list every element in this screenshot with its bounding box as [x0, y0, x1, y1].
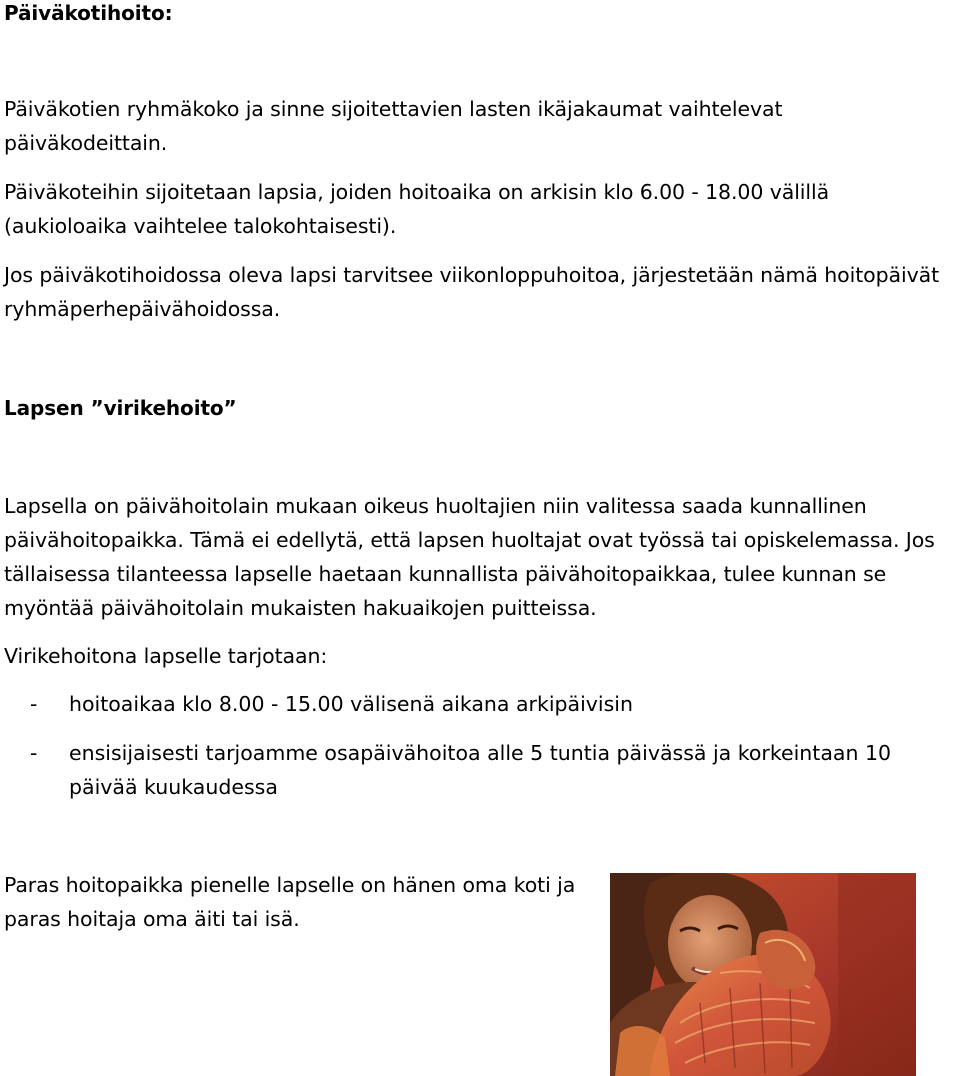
bullet-2-line2: päivää kuukaudessa — [69, 775, 278, 799]
bullet-2-line1: ensisijaisesti tarjoamme osapäivähoitoa alle 5 tuntia päivässä ja korkeintaan 10 — [69, 741, 892, 765]
stimulation-para-line2: päivähoitopaikka. Tämä ei edellytä, että lapsen huoltajat ovat työssä tai opiskelemassa. Jos — [4, 528, 935, 552]
bullet-marker: - — [30, 692, 38, 716]
closing-line2: paras hoitaja oma äiti tai isä. — [4, 907, 300, 931]
stimulation-para-line3: tällaisessa tilanteessa lapselle haetaan kunnallista päivähoitopaikkaa, tulee kunnan se — [4, 562, 887, 586]
mother-child-photo — [610, 873, 916, 1076]
daycare-para2-line1: Päiväkoteihin sijoitetaan lapsia, joiden hoitoaika on arkisin klo 6.00 - 18.00 välillä — [4, 180, 830, 204]
offer-intro: Virikehoitona lapselle tarjotaan: — [4, 644, 328, 668]
daycare-para3-line2: ryhmäperhepäivähoidossa. — [4, 297, 281, 321]
heading-daycare: Päiväkotihoito: — [4, 1, 173, 25]
heading-stimulation: Lapsen ”virikehoito” — [4, 396, 237, 420]
daycare-para1-line1: Päiväkotien ryhmäkoko ja sinne sijoitettavien lasten ikäjakaumat vaihtelevat — [4, 97, 783, 121]
daycare-para2-line2: (aukioloaika vaihtelee talokohtaisesti). — [4, 214, 397, 238]
bullet-1-line1: hoitoaikaa klo 8.00 - 15.00 välisenä aikana arkipäivisin — [69, 692, 634, 716]
closing-line1: Paras hoitopaikka pienelle lapselle on hänen oma koti ja — [4, 873, 576, 897]
daycare-para3-line1: Jos päiväkotihoidossa oleva lapsi tarvitsee viikonloppuhoitoa, järjestetään nämä hoitopäivät — [4, 263, 940, 287]
daycare-para1-line2: päiväkodeittain. — [4, 131, 168, 155]
stimulation-para-line4: myöntää päivähoitolain mukaisten hakuaikojen puitteissa. — [4, 596, 597, 620]
stimulation-para-line1: Lapsella on päivähoitolain mukaan oikeus huoltajien niin valitessa saada kunnallinen — [4, 494, 867, 518]
photo-illustration — [610, 873, 916, 1076]
bullet-marker: - — [30, 741, 38, 765]
